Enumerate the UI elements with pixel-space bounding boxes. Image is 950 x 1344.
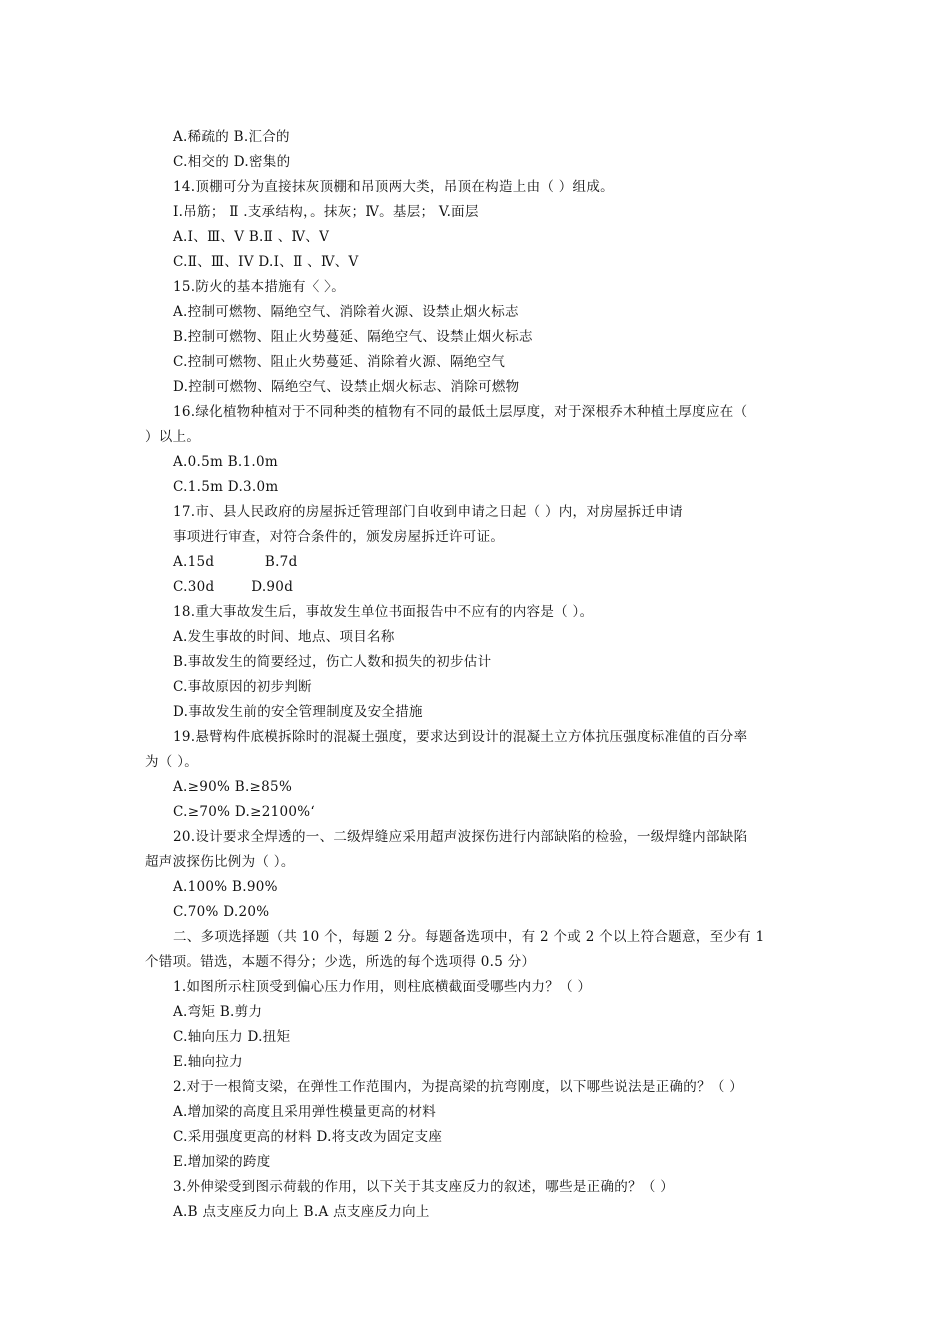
text-line: ）以上。 <box>145 429 201 445</box>
text-line: C.事故原因的初步判断 <box>173 679 312 695</box>
text-line: C.采用强度更高的材料 D.将支改为固定支座 <box>173 1129 443 1145</box>
question-m2: 2.对于一根简支梁，在弹性工作范围内，为提高梁的抗弯刚度，以下哪些说法是正确的？（ ） <box>173 1079 744 1095</box>
text-line: A.控制可燃物、隔绝空气、消除着火源、设禁止烟火标志 <box>173 304 519 320</box>
question-15: 15.防火的基本措施有〈 〉。 <box>173 279 346 295</box>
text-line: I.吊筋； Ⅱ .支承结构，。抹灰；Ⅳ。基层； V.面层 <box>173 204 479 220</box>
text-line: A.0.5m B.1.0m <box>173 454 278 470</box>
text-line: A.B 点支座反力向上 B.A 点支座反力向上 <box>173 1204 430 1220</box>
text-line: A.15d B.7d <box>173 554 298 570</box>
text-line: C.30d D.90d <box>173 579 294 595</box>
text-line: C.相交的 D.密集的 <box>173 154 291 170</box>
text-line: C.1.5m D.3.0m <box>173 479 279 495</box>
text-line: A.稀疏的 B.汇合的 <box>173 129 290 145</box>
text-line: B.事故发生的简要经过，伤亡人数和损失的初步估计 <box>173 654 492 670</box>
text-line: A.增加梁的高度且采用弹性模量更高的材料 <box>173 1104 437 1120</box>
text-line: D.控制可燃物、隔绝空气、设禁止烟火标志、消除可燃物 <box>173 379 520 395</box>
text-line: B.控制可燃物、阻止火势蔓延、隔绝空气、设禁止烟火标志 <box>173 329 533 345</box>
text-line: 为（ ）。 <box>145 754 199 770</box>
question-20: 20.设计要求全焊透的一、二级焊缝应采用超声波探伤进行内部缺陷的检验，一级焊缝内部缺陷 <box>173 829 748 845</box>
text-line: C.≥70% D.≥2100%‘ <box>173 804 315 820</box>
question-m3: 3.外伸梁受到图示荷载的作用，以下关于其支座反力的叙述，哪些是正确的？（ ） <box>173 1179 675 1195</box>
text-line: E.增加梁的跨度 <box>173 1154 271 1170</box>
question-14: 14.顶棚可分为直接抹灰顶棚和吊顶两大类，吊顶在构造上由（ ）组成。 <box>173 179 614 195</box>
question-17: 17.市、县人民政府的房屋拆迁管理部门自收到申请之日起（ ）内，对房屋拆迁申请 <box>173 504 683 520</box>
question-18: 18.重大事故发生后，事故发生单位书面报告中不应有的内容是（ ）。 <box>173 604 594 620</box>
text-line: E.轴向拉力 <box>173 1054 243 1070</box>
question-19: 19.悬臂构件底模拆除时的混凝土强度，要求达到设计的混凝土立方体抗压强度标准值的百分率 <box>173 729 748 745</box>
text-line: A.弯矩 B.剪力 <box>173 1004 263 1020</box>
text-line: C.Ⅱ、Ⅲ、IV D.I、Ⅱ 、Ⅳ、V <box>173 254 359 270</box>
text-line: A.Ⅰ、Ⅲ、V B.Ⅱ 、Ⅳ、V <box>173 229 330 245</box>
question-16: 16.绿化植物种植对于不同种类的植物有不同的最低土层厚度，对于深根乔木种植土厚度应在（ <box>173 404 748 420</box>
text-line: A.≥90% B.≥85% <box>173 779 293 795</box>
text-line: A.发生事故的时间、地点、项目名称 <box>173 629 395 645</box>
question-m1: 1.如图所示柱顶受到偏心压力作用，则柱底横截面受哪些内力？（ ） <box>173 979 592 995</box>
text-line: 个错项。错选，本题不得分；少选，所选的每个选项得 0.5 分） <box>145 954 536 970</box>
text-line: 事项进行审查，对符合条件的，颁发房屋拆迁许可证。 <box>173 529 505 545</box>
text-line: A.100% B.90% <box>173 879 278 895</box>
text-line: C.70% D.20% <box>173 904 270 920</box>
text-line: C.轴向压力 D.扭矩 <box>173 1029 291 1045</box>
text-line: 超声波探伤比例为（ ）。 <box>145 854 295 870</box>
text-line: D.事故发生前的安全管理制度及安全措施 <box>173 704 423 720</box>
text-line: C.控制可燃物、阻止火势蔓延、消除着火源、隔绝空气 <box>173 354 506 370</box>
section-heading: 二、多项选择题（共 10 个，每题 2 分。每题备选项中，有 2 个或 2 个以上符合题意，至少有 1 <box>173 929 765 945</box>
